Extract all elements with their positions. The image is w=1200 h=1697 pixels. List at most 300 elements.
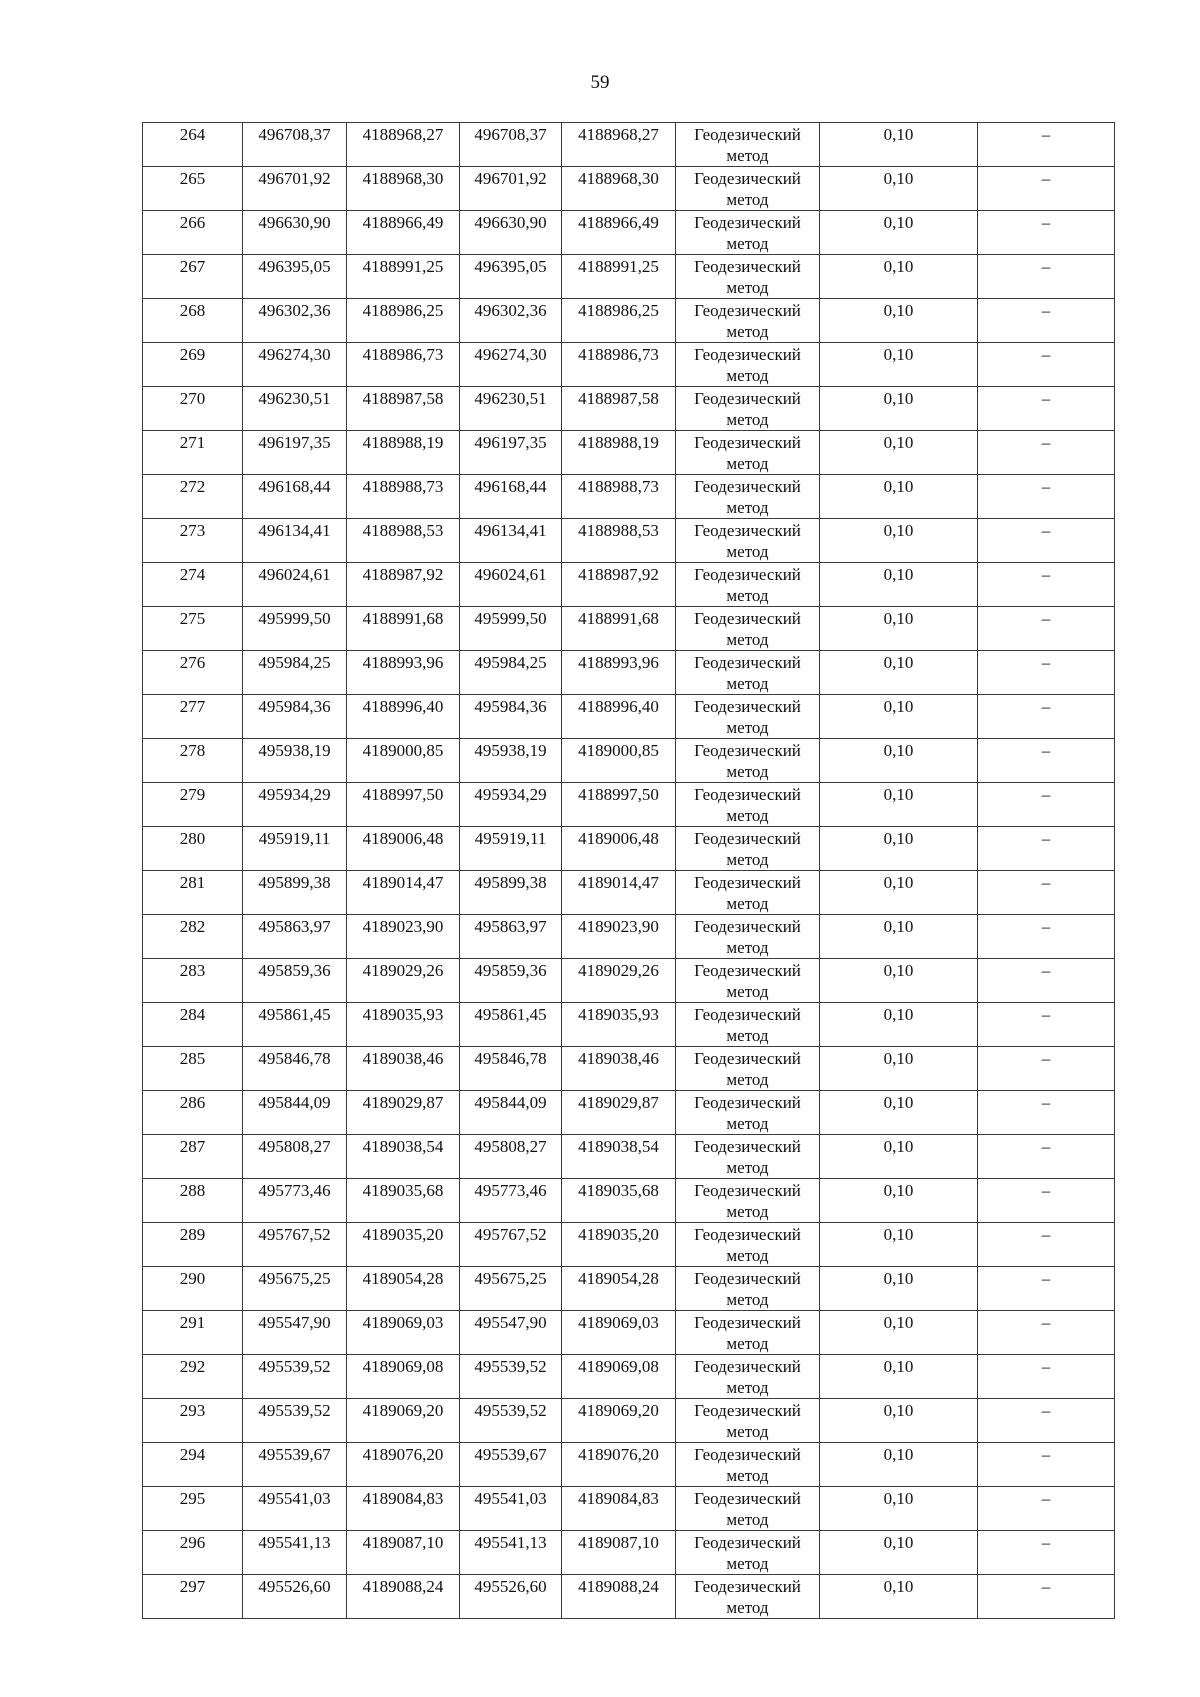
method-cell bbox=[676, 1355, 820, 1399]
accuracy-cell: 0,10 bbox=[820, 1575, 978, 1619]
y-coordinate-cell: 4189000,85 bbox=[347, 739, 460, 783]
method-cell bbox=[676, 299, 820, 343]
method-line-1: Геодезический bbox=[694, 1401, 801, 1420]
method-cell bbox=[676, 871, 820, 915]
y-coordinate-repeat-cell: 4189088,24 bbox=[562, 1575, 676, 1619]
accuracy-cell: 0,10 bbox=[820, 1047, 978, 1091]
y-coordinate-cell: 4189035,93 bbox=[347, 1003, 460, 1047]
x-coordinate-cell: 495526,60 bbox=[243, 1575, 347, 1619]
y-coordinate-cell: 4189088,24 bbox=[347, 1575, 460, 1619]
method-line-2: метод bbox=[726, 146, 769, 165]
x-coordinate-repeat-cell: 495999,50 bbox=[460, 607, 562, 651]
x-coordinate-cell: 495539,52 bbox=[243, 1399, 347, 1443]
method-cell bbox=[676, 1047, 820, 1091]
y-coordinate-repeat-cell: 4188988,53 bbox=[562, 519, 676, 563]
accuracy-cell: 0,10 bbox=[820, 343, 978, 387]
accuracy-cell: 0,10 bbox=[820, 871, 978, 915]
note-cell: – bbox=[978, 1135, 1115, 1179]
method-line-1: Геодезический bbox=[694, 829, 801, 848]
method-line-2: метод bbox=[726, 454, 769, 473]
point-number-cell: 289 bbox=[143, 1223, 243, 1267]
x-coordinate-cell: 495861,45 bbox=[243, 1003, 347, 1047]
x-coordinate-cell: 495547,90 bbox=[243, 1311, 347, 1355]
method-cell bbox=[676, 343, 820, 387]
method-line-1: Геодезический bbox=[694, 433, 801, 452]
point-number-cell: 287 bbox=[143, 1135, 243, 1179]
note-cell: – bbox=[978, 1047, 1115, 1091]
table-row bbox=[143, 651, 1115, 695]
x-coordinate-cell: 496701,92 bbox=[243, 167, 347, 211]
method-line-2: метод bbox=[726, 718, 769, 737]
x-coordinate-repeat-cell: 495919,11 bbox=[460, 827, 562, 871]
method-line-1: Геодезический bbox=[694, 653, 801, 672]
method-line-2: метод bbox=[726, 806, 769, 825]
method-line-1: Геодезический bbox=[694, 477, 801, 496]
method-cell bbox=[676, 1487, 820, 1531]
method-cell bbox=[676, 167, 820, 211]
y-coordinate-repeat-cell: 4189023,90 bbox=[562, 915, 676, 959]
method-line-2: метод bbox=[726, 1554, 769, 1573]
x-coordinate-repeat-cell: 495547,90 bbox=[460, 1311, 562, 1355]
method-cell bbox=[676, 387, 820, 431]
y-coordinate-cell: 4188986,25 bbox=[347, 299, 460, 343]
y-coordinate-cell: 4189069,20 bbox=[347, 1399, 460, 1443]
accuracy-cell: 0,10 bbox=[820, 1003, 978, 1047]
note-cell: – bbox=[978, 651, 1115, 695]
y-coordinate-cell: 4188987,92 bbox=[347, 563, 460, 607]
x-coordinate-cell: 496197,35 bbox=[243, 431, 347, 475]
x-coordinate-repeat-cell: 495808,27 bbox=[460, 1135, 562, 1179]
x-coordinate-cell: 496168,44 bbox=[243, 475, 347, 519]
method-line-1: Геодезический bbox=[694, 169, 801, 188]
method-line-2: метод bbox=[726, 1246, 769, 1265]
method-line-2: метод bbox=[726, 1334, 769, 1353]
x-coordinate-repeat-cell: 496701,92 bbox=[460, 167, 562, 211]
note-cell: – bbox=[978, 871, 1115, 915]
method-line-1: Геодезический bbox=[694, 917, 801, 936]
x-coordinate-cell: 495938,19 bbox=[243, 739, 347, 783]
y-coordinate-repeat-cell: 4188987,58 bbox=[562, 387, 676, 431]
method-line-2: метод bbox=[726, 1202, 769, 1221]
method-cell bbox=[676, 123, 820, 167]
y-coordinate-repeat-cell: 4188968,27 bbox=[562, 123, 676, 167]
point-number-cell: 278 bbox=[143, 739, 243, 783]
note-cell: – bbox=[978, 167, 1115, 211]
x-coordinate-repeat-cell: 495773,46 bbox=[460, 1179, 562, 1223]
y-coordinate-cell: 4188988,19 bbox=[347, 431, 460, 475]
method-line-2: метод bbox=[726, 498, 769, 517]
table-row bbox=[143, 1531, 1115, 1575]
method-line-2: метод bbox=[726, 1114, 769, 1133]
x-coordinate-cell: 496024,61 bbox=[243, 563, 347, 607]
method-cell bbox=[676, 519, 820, 563]
x-coordinate-cell: 496708,37 bbox=[243, 123, 347, 167]
point-number-cell: 297 bbox=[143, 1575, 243, 1619]
accuracy-cell: 0,10 bbox=[820, 431, 978, 475]
page-number: 59 bbox=[590, 72, 610, 93]
y-coordinate-cell: 4188996,40 bbox=[347, 695, 460, 739]
x-coordinate-cell: 496302,36 bbox=[243, 299, 347, 343]
y-coordinate-repeat-cell: 4188987,92 bbox=[562, 563, 676, 607]
method-line-1: Геодезический bbox=[694, 257, 801, 276]
x-coordinate-cell: 495541,03 bbox=[243, 1487, 347, 1531]
point-number-cell: 270 bbox=[143, 387, 243, 431]
point-number-cell: 276 bbox=[143, 651, 243, 695]
method-line-1: Геодезический bbox=[694, 609, 801, 628]
y-coordinate-cell: 4189014,47 bbox=[347, 871, 460, 915]
x-coordinate-repeat-cell: 495899,38 bbox=[460, 871, 562, 915]
y-coordinate-repeat-cell: 4189006,48 bbox=[562, 827, 676, 871]
table-row bbox=[143, 1179, 1115, 1223]
note-cell: – bbox=[978, 1311, 1115, 1355]
table-row bbox=[143, 167, 1115, 211]
y-coordinate-repeat-cell: 4188996,40 bbox=[562, 695, 676, 739]
point-number-cell: 283 bbox=[143, 959, 243, 1003]
y-coordinate-cell: 4188997,50 bbox=[347, 783, 460, 827]
accuracy-cell: 0,10 bbox=[820, 211, 978, 255]
table-row bbox=[143, 1091, 1115, 1135]
x-coordinate-repeat-cell: 495675,25 bbox=[460, 1267, 562, 1311]
note-cell: – bbox=[978, 783, 1115, 827]
y-coordinate-cell: 4189006,48 bbox=[347, 827, 460, 871]
accuracy-cell: 0,10 bbox=[820, 1443, 978, 1487]
table-row bbox=[143, 519, 1115, 563]
table-row bbox=[143, 607, 1115, 651]
y-coordinate-cell: 4188991,25 bbox=[347, 255, 460, 299]
method-line-1: Геодезический bbox=[694, 1313, 801, 1332]
x-coordinate-repeat-cell: 496134,41 bbox=[460, 519, 562, 563]
table-row bbox=[143, 211, 1115, 255]
accuracy-cell: 0,10 bbox=[820, 1355, 978, 1399]
x-coordinate-cell: 495984,25 bbox=[243, 651, 347, 695]
table-row bbox=[143, 1047, 1115, 1091]
accuracy-cell: 0,10 bbox=[820, 695, 978, 739]
point-number-cell: 271 bbox=[143, 431, 243, 475]
point-number-cell: 292 bbox=[143, 1355, 243, 1399]
accuracy-cell: 0,10 bbox=[820, 519, 978, 563]
x-coordinate-cell: 495919,11 bbox=[243, 827, 347, 871]
table-row bbox=[143, 563, 1115, 607]
x-coordinate-repeat-cell: 495541,13 bbox=[460, 1531, 562, 1575]
table-row bbox=[143, 827, 1115, 871]
note-cell: – bbox=[978, 387, 1115, 431]
note-cell: – bbox=[978, 1003, 1115, 1047]
method-line-2: метод bbox=[726, 278, 769, 297]
accuracy-cell: 0,10 bbox=[820, 1223, 978, 1267]
method-cell bbox=[676, 1135, 820, 1179]
y-coordinate-repeat-cell: 4189038,54 bbox=[562, 1135, 676, 1179]
y-coordinate-repeat-cell: 4189069,08 bbox=[562, 1355, 676, 1399]
table-row bbox=[143, 1223, 1115, 1267]
method-line-2: метод bbox=[726, 894, 769, 913]
y-coordinate-cell: 4189029,26 bbox=[347, 959, 460, 1003]
method-line-2: метод bbox=[726, 1158, 769, 1177]
note-cell: – bbox=[978, 827, 1115, 871]
y-coordinate-cell: 4189038,46 bbox=[347, 1047, 460, 1091]
y-coordinate-cell: 4189035,68 bbox=[347, 1179, 460, 1223]
method-line-2: метод bbox=[726, 1378, 769, 1397]
note-cell: – bbox=[978, 915, 1115, 959]
method-line-1: Геодезический bbox=[694, 1489, 801, 1508]
point-number-cell: 290 bbox=[143, 1267, 243, 1311]
table-row bbox=[143, 123, 1115, 167]
method-cell bbox=[676, 915, 820, 959]
x-coordinate-repeat-cell: 495861,45 bbox=[460, 1003, 562, 1047]
point-number-cell: 281 bbox=[143, 871, 243, 915]
note-cell: – bbox=[978, 343, 1115, 387]
y-coordinate-cell: 4189054,28 bbox=[347, 1267, 460, 1311]
method-cell bbox=[676, 255, 820, 299]
method-cell bbox=[676, 1003, 820, 1047]
accuracy-cell: 0,10 bbox=[820, 123, 978, 167]
x-coordinate-repeat-cell: 495863,97 bbox=[460, 915, 562, 959]
method-line-1: Геодезический bbox=[694, 565, 801, 584]
x-coordinate-cell: 495541,13 bbox=[243, 1531, 347, 1575]
accuracy-cell: 0,10 bbox=[820, 1311, 978, 1355]
note-cell: – bbox=[978, 211, 1115, 255]
note-cell: – bbox=[978, 1399, 1115, 1443]
x-coordinate-repeat-cell: 496395,05 bbox=[460, 255, 562, 299]
note-cell: – bbox=[978, 563, 1115, 607]
table-row bbox=[143, 1135, 1115, 1179]
note-cell: – bbox=[978, 299, 1115, 343]
y-coordinate-cell: 4188968,30 bbox=[347, 167, 460, 211]
x-coordinate-repeat-cell: 495934,29 bbox=[460, 783, 562, 827]
method-line-2: метод bbox=[726, 366, 769, 385]
method-line-2: метод bbox=[726, 938, 769, 957]
accuracy-cell: 0,10 bbox=[820, 915, 978, 959]
method-line-2: метод bbox=[726, 190, 769, 209]
y-coordinate-cell: 4189029,87 bbox=[347, 1091, 460, 1135]
method-line-1: Геодезический bbox=[694, 1533, 801, 1552]
y-coordinate-repeat-cell: 4189035,68 bbox=[562, 1179, 676, 1223]
accuracy-cell: 0,10 bbox=[820, 255, 978, 299]
note-cell: – bbox=[978, 255, 1115, 299]
accuracy-cell: 0,10 bbox=[820, 739, 978, 783]
y-coordinate-cell: 4188988,73 bbox=[347, 475, 460, 519]
y-coordinate-repeat-cell: 4188986,73 bbox=[562, 343, 676, 387]
note-cell: – bbox=[978, 959, 1115, 1003]
point-number-cell: 285 bbox=[143, 1047, 243, 1091]
x-coordinate-repeat-cell: 495859,36 bbox=[460, 959, 562, 1003]
x-coordinate-cell: 496134,41 bbox=[243, 519, 347, 563]
method-cell bbox=[676, 1267, 820, 1311]
accuracy-cell: 0,10 bbox=[820, 475, 978, 519]
method-cell bbox=[676, 959, 820, 1003]
method-cell bbox=[676, 651, 820, 695]
x-coordinate-repeat-cell: 496302,36 bbox=[460, 299, 562, 343]
accuracy-cell: 0,10 bbox=[820, 1135, 978, 1179]
accuracy-cell: 0,10 bbox=[820, 1179, 978, 1223]
accuracy-cell: 0,10 bbox=[820, 299, 978, 343]
y-coordinate-repeat-cell: 4188966,49 bbox=[562, 211, 676, 255]
x-coordinate-repeat-cell: 495526,60 bbox=[460, 1575, 562, 1619]
x-coordinate-cell: 495844,09 bbox=[243, 1091, 347, 1135]
y-coordinate-cell: 4188988,53 bbox=[347, 519, 460, 563]
table-row bbox=[143, 1355, 1115, 1399]
accuracy-cell: 0,10 bbox=[820, 783, 978, 827]
y-coordinate-cell: 4189076,20 bbox=[347, 1443, 460, 1487]
y-coordinate-repeat-cell: 4189000,85 bbox=[562, 739, 676, 783]
x-coordinate-repeat-cell: 496197,35 bbox=[460, 431, 562, 475]
method-line-2: метод bbox=[726, 1290, 769, 1309]
x-coordinate-repeat-cell: 496274,30 bbox=[460, 343, 562, 387]
accuracy-cell: 0,10 bbox=[820, 651, 978, 695]
y-coordinate-cell: 4189087,10 bbox=[347, 1531, 460, 1575]
note-cell: – bbox=[978, 1223, 1115, 1267]
table-row bbox=[143, 783, 1115, 827]
y-coordinate-repeat-cell: 4188991,25 bbox=[562, 255, 676, 299]
point-number-cell: 279 bbox=[143, 783, 243, 827]
method-cell bbox=[676, 1311, 820, 1355]
accuracy-cell: 0,10 bbox=[820, 607, 978, 651]
note-cell: – bbox=[978, 1443, 1115, 1487]
x-coordinate-cell: 495808,27 bbox=[243, 1135, 347, 1179]
method-line-2: метод bbox=[726, 542, 769, 561]
method-line-2: метод bbox=[726, 234, 769, 253]
accuracy-cell: 0,10 bbox=[820, 959, 978, 1003]
method-line-2: метод bbox=[726, 586, 769, 605]
y-coordinate-cell: 4188987,58 bbox=[347, 387, 460, 431]
accuracy-cell: 0,10 bbox=[820, 827, 978, 871]
x-coordinate-repeat-cell: 495846,78 bbox=[460, 1047, 562, 1091]
point-number-cell: 268 bbox=[143, 299, 243, 343]
point-number-cell: 284 bbox=[143, 1003, 243, 1047]
x-coordinate-repeat-cell: 495984,36 bbox=[460, 695, 562, 739]
x-coordinate-repeat-cell: 496168,44 bbox=[460, 475, 562, 519]
method-line-2: метод bbox=[726, 630, 769, 649]
note-cell: – bbox=[978, 1091, 1115, 1135]
y-coordinate-repeat-cell: 4188988,73 bbox=[562, 475, 676, 519]
method-cell bbox=[676, 475, 820, 519]
method-line-2: метод bbox=[726, 1070, 769, 1089]
method-cell bbox=[676, 1091, 820, 1135]
note-cell: – bbox=[978, 1267, 1115, 1311]
method-line-2: метод bbox=[726, 1026, 769, 1045]
point-number-cell: 264 bbox=[143, 123, 243, 167]
method-line-2: метод bbox=[726, 674, 769, 693]
point-number-cell: 265 bbox=[143, 167, 243, 211]
y-coordinate-repeat-cell: 4189035,93 bbox=[562, 1003, 676, 1047]
y-coordinate-repeat-cell: 4188993,96 bbox=[562, 651, 676, 695]
point-number-cell: 273 bbox=[143, 519, 243, 563]
table-row bbox=[143, 1487, 1115, 1531]
y-coordinate-repeat-cell: 4188988,19 bbox=[562, 431, 676, 475]
method-line-1: Геодезический bbox=[694, 389, 801, 408]
table-row bbox=[143, 343, 1115, 387]
x-coordinate-repeat-cell: 495541,03 bbox=[460, 1487, 562, 1531]
note-cell: – bbox=[978, 519, 1115, 563]
y-coordinate-repeat-cell: 4189076,20 bbox=[562, 1443, 676, 1487]
method-line-1: Геодезический bbox=[694, 1269, 801, 1288]
y-coordinate-cell: 4189035,20 bbox=[347, 1223, 460, 1267]
point-number-cell: 295 bbox=[143, 1487, 243, 1531]
note-cell: – bbox=[978, 695, 1115, 739]
x-coordinate-cell: 496274,30 bbox=[243, 343, 347, 387]
method-line-2: метод bbox=[726, 410, 769, 429]
point-number-cell: 272 bbox=[143, 475, 243, 519]
accuracy-cell: 0,10 bbox=[820, 1267, 978, 1311]
method-line-1: Геодезический bbox=[694, 1093, 801, 1112]
x-coordinate-cell: 495767,52 bbox=[243, 1223, 347, 1267]
x-coordinate-repeat-cell: 495539,67 bbox=[460, 1443, 562, 1487]
method-line-2: метод bbox=[726, 1466, 769, 1485]
method-line-2: метод bbox=[726, 762, 769, 781]
method-cell bbox=[676, 1223, 820, 1267]
x-coordinate-cell: 495539,67 bbox=[243, 1443, 347, 1487]
method-cell bbox=[676, 607, 820, 651]
x-coordinate-cell: 496630,90 bbox=[243, 211, 347, 255]
x-coordinate-cell: 495863,97 bbox=[243, 915, 347, 959]
y-coordinate-cell: 4188991,68 bbox=[347, 607, 460, 651]
accuracy-cell: 0,10 bbox=[820, 1091, 978, 1135]
accuracy-cell: 0,10 bbox=[820, 1531, 978, 1575]
note-cell: – bbox=[978, 1531, 1115, 1575]
x-coordinate-cell: 495675,25 bbox=[243, 1267, 347, 1311]
table-row bbox=[143, 739, 1115, 783]
method-cell bbox=[676, 563, 820, 607]
y-coordinate-repeat-cell: 4189084,83 bbox=[562, 1487, 676, 1531]
y-coordinate-repeat-cell: 4188986,25 bbox=[562, 299, 676, 343]
y-coordinate-repeat-cell: 4189069,20 bbox=[562, 1399, 676, 1443]
point-number-cell: 291 bbox=[143, 1311, 243, 1355]
coordinates-table bbox=[142, 122, 1115, 1619]
x-coordinate-repeat-cell: 496708,37 bbox=[460, 123, 562, 167]
table-row bbox=[143, 431, 1115, 475]
note-cell: – bbox=[978, 123, 1115, 167]
note-cell: – bbox=[978, 1487, 1115, 1531]
x-coordinate-cell: 495984,36 bbox=[243, 695, 347, 739]
point-number-cell: 296 bbox=[143, 1531, 243, 1575]
table-row bbox=[143, 1443, 1115, 1487]
method-line-1: Геодезический bbox=[694, 1357, 801, 1376]
method-line-1: Геодезический bbox=[694, 1137, 801, 1156]
x-coordinate-cell: 495859,36 bbox=[243, 959, 347, 1003]
x-coordinate-cell: 495999,50 bbox=[243, 607, 347, 651]
y-coordinate-repeat-cell: 4188968,30 bbox=[562, 167, 676, 211]
method-line-1: Геодезический bbox=[694, 1049, 801, 1068]
y-coordinate-cell: 4188968,27 bbox=[347, 123, 460, 167]
y-coordinate-repeat-cell: 4189038,46 bbox=[562, 1047, 676, 1091]
x-coordinate-cell: 496395,05 bbox=[243, 255, 347, 299]
accuracy-cell: 0,10 bbox=[820, 1399, 978, 1443]
point-number-cell: 266 bbox=[143, 211, 243, 255]
table-row bbox=[143, 475, 1115, 519]
table-row bbox=[143, 1575, 1115, 1619]
y-coordinate-repeat-cell: 4189069,03 bbox=[562, 1311, 676, 1355]
point-number-cell: 269 bbox=[143, 343, 243, 387]
method-cell bbox=[676, 1531, 820, 1575]
method-line-2: метод bbox=[726, 982, 769, 1001]
method-line-2: метод bbox=[726, 1510, 769, 1529]
table-row bbox=[143, 1267, 1115, 1311]
note-cell: – bbox=[978, 1179, 1115, 1223]
point-number-cell: 293 bbox=[143, 1399, 243, 1443]
x-coordinate-repeat-cell: 495938,19 bbox=[460, 739, 562, 783]
y-coordinate-repeat-cell: 4189087,10 bbox=[562, 1531, 676, 1575]
note-cell: – bbox=[978, 739, 1115, 783]
point-number-cell: 282 bbox=[143, 915, 243, 959]
method-cell bbox=[676, 1575, 820, 1619]
y-coordinate-repeat-cell: 4188997,50 bbox=[562, 783, 676, 827]
method-line-1: Геодезический bbox=[694, 697, 801, 716]
table-row bbox=[143, 915, 1115, 959]
point-number-cell: 277 bbox=[143, 695, 243, 739]
table-row bbox=[143, 255, 1115, 299]
method-cell bbox=[676, 1179, 820, 1223]
method-line-2: метод bbox=[726, 1422, 769, 1441]
method-line-1: Геодезический bbox=[694, 961, 801, 980]
